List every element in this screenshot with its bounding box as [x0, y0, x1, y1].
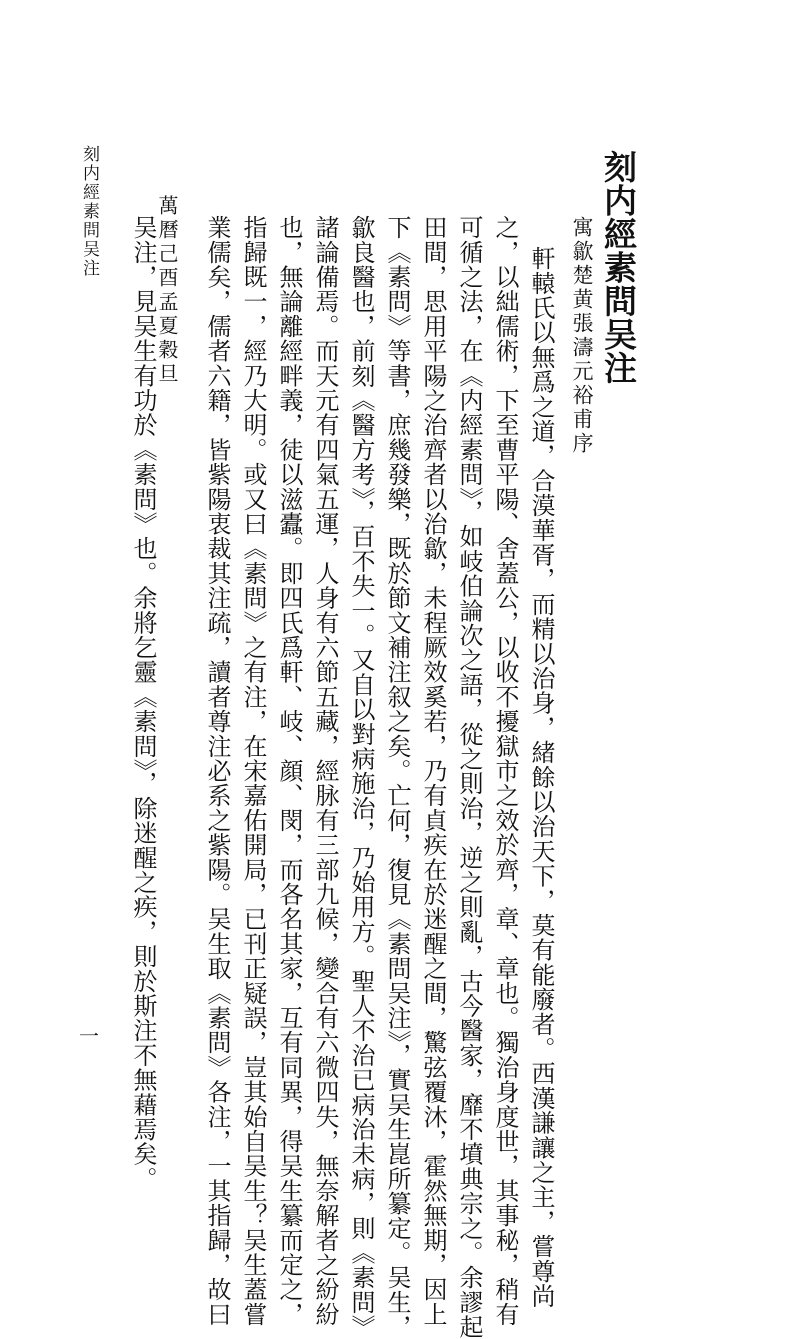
running-title: 刻内經素問吴注	[79, 145, 99, 278]
body-column-10: 業儒矣，儒者六籍，皆紫陽衷裁其注疏，讀者尊注必系之紫陽。吴生取《素問》各注，一其指歸，故曰	[203, 215, 231, 1327]
body-column-8: 也，無論離經畔義，徒以滋蠹。即四氏爲軒、岐、顔、閔，而各名其家，互有同異，得吴生纂而定之，	[275, 215, 303, 1327]
body-column-2: 之，以絀儒術，下至曹平陽、舍蓋公，以收不擾獄市之效於齊，章、章也。獨治身度世，其事秘，稍有	[491, 215, 519, 1327]
page-number: 一	[79, 1024, 99, 1048]
body-column-1: 軒轅氏以無爲之道，合漠華胥，而精以治身，緒餘以治天下，莫有能廢者。西漢謙讓之主，嘗尊尚	[527, 246, 555, 1309]
body-column-5: 下《素問》等書，庶幾發樂，既於節文補注叙之矣。亡何，復見《素問吴注》，實吴生崑所纂定。吴生，	[383, 215, 411, 1339]
body-column-6: 歙良醫也，前刻《醫方考》，百不失一。又自以對病施治，乃始用方。聖人不治已病治未病，則《素問》	[347, 215, 375, 1339]
preface-byline: 寓歙楚黄張濤元裕甫序	[570, 216, 594, 456]
body-column-11: 吴注，見吴生有功於《素問》也。余將乞靈《素問》，除迷醒之疾，則於斯注不無藉焉矣。	[129, 215, 157, 1191]
date-line: 萬曆己酉孟夏穀旦	[155, 195, 179, 387]
body-column-7: 諸論備焉。而天元有四氣五運，人身有六節五藏，經脉有三部九候，變合有六微四失，無奈解者之紛紛	[311, 215, 339, 1327]
body-column-4: 田間，思用平陽之治齊者以治歙，未程厥效奚若，乃有貞疾在於迷醒之間，驚弦覆沐，霍然無期，因上	[419, 215, 447, 1327]
body-column-9: 指歸既一，經乃大明。或又曰《素問》之有注，在宋嘉佑開局，已刊正疑誤，豈其始自吴生？吴生蓋嘗	[239, 215, 267, 1327]
document-title: 刻内經素問吴注	[599, 150, 638, 385]
body-column-3: 可循之法，在《内經素問》，如岐伯論次之語，從之則治，逆之則亂，古今醫家，靡不墳典宗之。余謬起	[455, 215, 483, 1339]
